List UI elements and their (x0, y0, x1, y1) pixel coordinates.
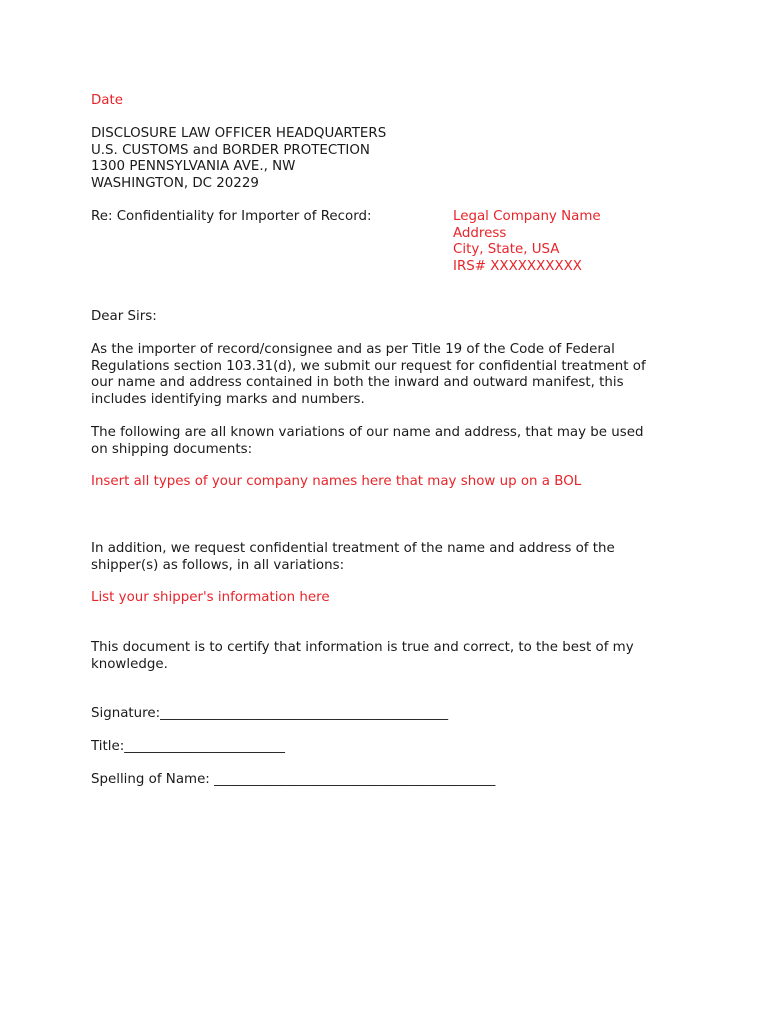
paragraph-variations (91, 425, 681, 458)
paragraph-line: This document is to certify that information is true and correct, to the best of my (91, 640, 634, 655)
recipient-line-4: WASHINGTON, DC 20229 (91, 175, 259, 191)
company-name: Legal Company Name (453, 209, 601, 224)
paragraph-line: on shipping documents: (91, 441, 253, 457)
recipient-address (91, 126, 681, 192)
paragraph-request (91, 342, 681, 408)
subject-line: Re: Confidentiality for Importer of Record: (91, 209, 372, 224)
company-address: Address (453, 225, 507, 241)
paragraph-line: Regulations section 103.31(d), we submit our request for confidential treatment of (91, 358, 646, 374)
date-placeholder: Date (91, 93, 124, 108)
salutation: Dear Sirs: (91, 309, 157, 324)
paragraph-line: shipper(s) as follows, in all variations: (91, 557, 345, 573)
spelling-of-name-field[interactable]: Spelling of Name: __________________________________________ (91, 772, 496, 787)
paragraph-line: knowledge. (91, 656, 168, 672)
shipper-placeholder: List your shipper's information here (91, 590, 330, 605)
paragraph-line: In addition, we request confidential treatment of the name and address of the (91, 541, 615, 556)
recipient-line-2: U.S. CUSTOMS and BORDER PROTECTION (91, 142, 370, 158)
paragraph-line: our name and address contained in both the inward and outward manifest, this (91, 375, 624, 391)
company-irs: IRS# XXXXXXXXXX (453, 258, 582, 274)
recipient-line-3: 1300 PENNSYLVANIA AVE., NW (91, 159, 296, 175)
paragraph-line: The following are all known variations of our name and address, that may be used (91, 425, 644, 440)
company-city: City, State, USA (453, 242, 560, 258)
signature-field[interactable]: Signature:___________________________________________ (91, 706, 449, 721)
company-block (453, 209, 601, 275)
paragraph-line: As the importer of record/consignee and as per Title 19 of the Code of Federal (91, 342, 615, 357)
company-names-placeholder: Insert all types of your company names here that may show up on a BOL (91, 474, 582, 489)
paragraph-line: includes identifying marks and numbers. (91, 391, 365, 407)
recipient-line-1: DISCLOSURE LAW OFFICER HEADQUARTERS (91, 126, 387, 141)
title-field[interactable]: Title:________________________ (91, 739, 285, 754)
paragraph-certify (91, 640, 681, 673)
paragraph-shipper (91, 541, 681, 574)
